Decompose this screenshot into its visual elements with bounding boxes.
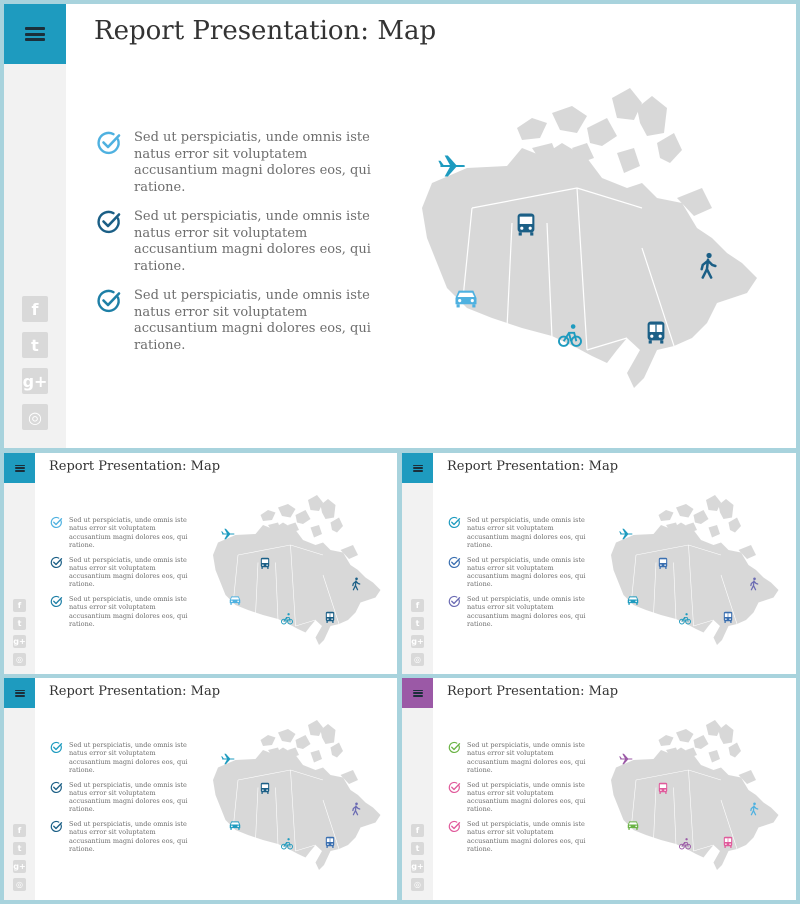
checkmark-icon: [50, 556, 63, 569]
facebook-icon[interactable]: f: [411, 599, 424, 612]
canada-map: [412, 88, 772, 398]
hamburger-icon: [15, 690, 25, 697]
train-icon: [326, 837, 334, 848]
bullet-item: [50, 781, 189, 814]
social-links: [411, 824, 424, 891]
menu-button[interactable]: [4, 453, 35, 483]
bullet-item: [50, 820, 189, 853]
slide-title: Report Presentation: Map: [94, 16, 437, 46]
menu-button[interactable]: [4, 4, 66, 64]
bullet-item: [448, 741, 587, 774]
bullet-item: [448, 781, 587, 814]
slide-thumbnail-1[interactable]: [4, 453, 397, 674]
canada-map: [606, 720, 786, 875]
bullet-text: Sed ut perspiciatis, unde omnis iste natus error sit voluptatem accusantium magni dolores eos, qui ratione.: [134, 288, 371, 353]
checkmark-icon: [448, 781, 461, 794]
slide-main: [4, 4, 796, 448]
twitter-icon[interactable]: t: [13, 842, 26, 855]
twitter-icon[interactable]: t: [13, 617, 26, 630]
train-icon: [724, 612, 732, 623]
bullet-text: Sed ut perspiciatis, unde omnis iste natus error sit voluptatem accusantium magni dolores eos, qui ratione.: [467, 820, 586, 853]
bullet-text: Sed ut perspiciatis, unde omnis iste natus error sit voluptatem accusantium magni dolores eos, qui ratione.: [69, 595, 188, 628]
checkmark-icon: [50, 741, 63, 754]
slide-thumbnail-4[interactable]: [402, 678, 796, 900]
checkmark-icon: [96, 130, 122, 156]
train-icon: [648, 322, 665, 344]
slide-title: Report Presentation: Map: [447, 459, 619, 474]
bullet-text: Sed ut perspiciatis, unde omnis iste natus error sit voluptatem accusantium magni dolores eos, qui ratione.: [69, 820, 188, 853]
instagram-icon[interactable]: ◎: [13, 653, 26, 666]
checkmark-icon: [448, 595, 461, 608]
hamburger-icon: [413, 690, 423, 697]
facebook-icon[interactable]: f: [13, 824, 26, 837]
slide-thumbnail-3[interactable]: [4, 678, 397, 900]
slide-title: Report Presentation: Map: [49, 684, 221, 699]
bus-icon: [518, 214, 535, 236]
bullet-item: [448, 820, 587, 853]
bullet-item: [448, 556, 587, 589]
checkmark-icon: [96, 288, 122, 314]
checkmark-icon: [50, 820, 63, 833]
instagram-icon[interactable]: ◎: [411, 653, 424, 666]
checkmark-icon: [50, 781, 63, 794]
menu-button[interactable]: [402, 678, 433, 708]
bus-icon: [261, 783, 269, 794]
checkmark-icon: [448, 741, 461, 754]
menu-button[interactable]: [402, 453, 433, 483]
bullet-text: Sed ut perspiciatis, unde omnis iste natus error sit voluptatem accusantium magni dolores eos, qui ratione.: [69, 780, 188, 814]
bullet-text: Sed ut perspiciatis, unde omnis iste natus error sit voluptatem accusantium magni dolores eos, qui ratione.: [467, 516, 586, 549]
bus-icon: [659, 558, 667, 569]
bullet-item: [96, 288, 374, 354]
bullet-text: Sed ut perspiciatis, unde omnis iste natus error sit voluptatem accusantium magni dolores eos, qui ratione.: [467, 555, 586, 589]
google-plus-icon[interactable]: g+: [411, 637, 424, 646]
canada-map: [208, 720, 388, 875]
bullet-item: [50, 741, 189, 774]
twitter-icon[interactable]: t: [411, 617, 424, 630]
checkmark-icon: [448, 820, 461, 833]
facebook-icon[interactable]: f: [411, 824, 424, 837]
bullet-item: [96, 209, 374, 275]
bus-icon: [659, 783, 667, 794]
instagram-icon[interactable]: ◎: [22, 404, 48, 430]
bullet-item: [448, 516, 587, 549]
canada-map: [208, 495, 388, 650]
facebook-icon[interactable]: f: [13, 599, 26, 612]
train-icon: [326, 612, 334, 623]
bullet-text: Sed ut perspiciatis, unde omnis iste natus error sit voluptatem accusantium magni dolores eos, qui ratione.: [69, 555, 188, 589]
train-icon: [724, 837, 732, 848]
bullet-item: [448, 595, 587, 628]
checkmark-icon: [448, 556, 461, 569]
social-links: [13, 824, 26, 891]
menu-button[interactable]: [4, 678, 35, 708]
checkmark-icon: [50, 595, 63, 608]
google-plus-icon[interactable]: g+: [13, 637, 26, 646]
slide-thumbnail-2[interactable]: [402, 453, 796, 674]
google-plus-icon[interactable]: g+: [411, 862, 424, 871]
social-links: [22, 296, 48, 430]
hamburger-icon: [25, 27, 45, 41]
google-plus-icon[interactable]: g+: [22, 368, 48, 394]
canada-map: [606, 495, 786, 650]
instagram-icon[interactable]: ◎: [411, 878, 424, 891]
hamburger-icon: [413, 465, 423, 472]
bullet-text: Sed ut perspiciatis, unde omnis iste natus error sit voluptatem accusantium magni dolores eos, qui ratione.: [134, 209, 371, 274]
bullet-text: Sed ut perspiciatis, unde omnis iste natus error sit voluptatem accusantium magni dolores eos, qui ratione.: [467, 595, 586, 628]
bullet-item: [96, 130, 374, 196]
facebook-icon[interactable]: f: [22, 296, 48, 322]
bullet-text: Sed ut perspiciatis, unde omnis iste natus error sit voluptatem accusantium magni dolores eos, qui ratione.: [467, 780, 586, 814]
slide-title: Report Presentation: Map: [49, 459, 221, 474]
bullet-item: [50, 556, 189, 589]
slide-title: Report Presentation: Map: [447, 684, 619, 699]
twitter-icon[interactable]: t: [411, 842, 424, 855]
bullet-text: Sed ut perspiciatis, unde omnis iste natus error sit voluptatem accusantium magni dolores eos, qui ratione.: [69, 516, 188, 549]
social-links: [411, 599, 424, 666]
checkmark-icon: [96, 209, 122, 235]
social-links: [13, 599, 26, 666]
bullet-text: Sed ut perspiciatis, unde omnis iste natus error sit voluptatem accusantium magni dolores eos, qui ratione.: [467, 741, 586, 774]
bullet-item: [50, 595, 189, 628]
twitter-icon[interactable]: t: [22, 332, 48, 358]
checkmark-icon: [448, 516, 461, 529]
bus-icon: [261, 558, 269, 569]
hamburger-icon: [15, 465, 25, 472]
bullet-text: Sed ut perspiciatis, unde omnis iste natus error sit voluptatem accusantium magni dolores eos, qui ratione.: [134, 130, 371, 195]
checkmark-icon: [50, 516, 63, 529]
bullet-item: [50, 516, 189, 549]
google-plus-icon[interactable]: g+: [13, 862, 26, 871]
bullet-text: Sed ut perspiciatis, unde omnis iste natus error sit voluptatem accusantium magni dolores eos, qui ratione.: [69, 741, 188, 774]
instagram-icon[interactable]: ◎: [13, 878, 26, 891]
